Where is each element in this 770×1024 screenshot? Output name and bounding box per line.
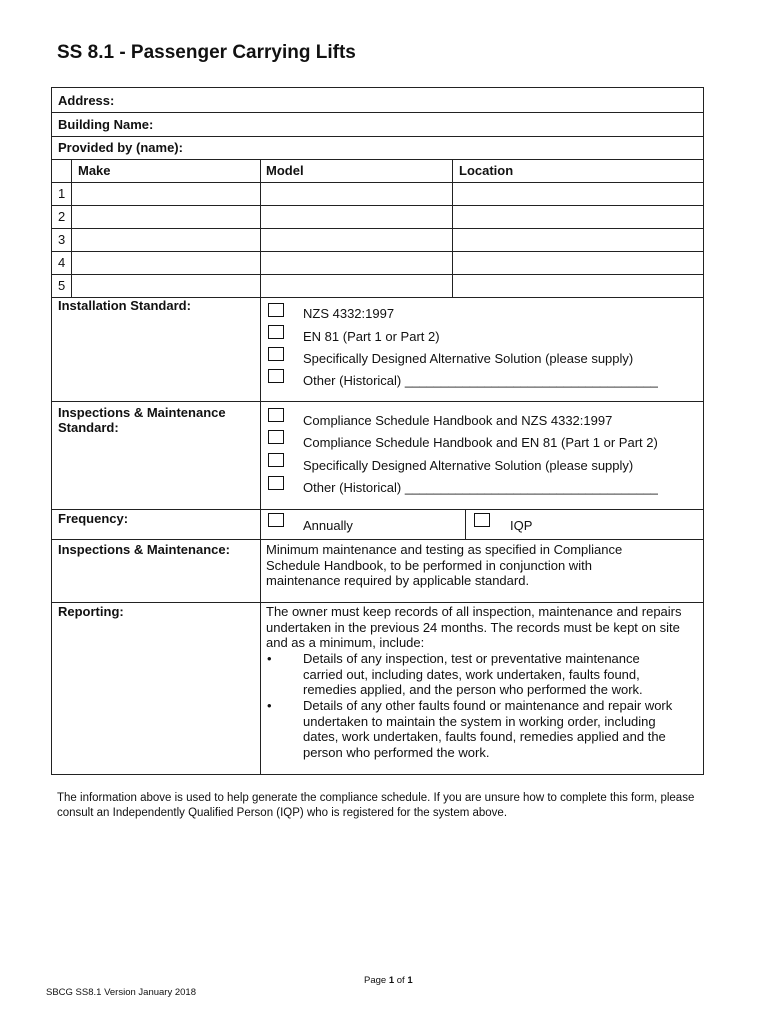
column-header-make: Make — [78, 163, 111, 178]
annually-label: Annually — [303, 518, 353, 533]
page-current: 1 — [388, 975, 395, 986]
provided-by-field[interactable] — [200, 137, 700, 158]
inspections-maintenance-text: Minimum maintenance and testing as specified in Compliance Schedule Handbook, to be performed in conjunction with maintenance required by applicable standard. — [266, 542, 623, 589]
location-cell[interactable] — [454, 276, 702, 296]
column-header-location: Location — [459, 163, 514, 178]
make-cell[interactable] — [73, 253, 259, 273]
im-other-historical-checkbox[interactable] — [268, 476, 284, 490]
model-cell[interactable] — [262, 276, 451, 296]
other-historical-checkbox[interactable] — [268, 369, 284, 383]
page-prefix: Page — [364, 975, 389, 986]
reporting-bullet: Details of any inspection, test or preventative maintenance carried out, including dates, work undertaken, faults found, remedies applied, and the person who performed the work. — [303, 651, 643, 698]
im-alternative-solution-checkbox[interactable] — [268, 453, 284, 467]
page-total: 1 — [407, 975, 413, 986]
inspections-maintenance-label: Inspections & Maintenance: — [58, 542, 230, 557]
im-standard-label-cont: Standard: — [58, 420, 119, 435]
location-cell[interactable] — [454, 184, 702, 204]
make-cell[interactable] — [73, 207, 259, 227]
info-note: The information above is used to help generate the compliance schedule. If you are unsure how to complete this form, please consult an Independently Qualified Person (IQP) who is registered for the system above. — [57, 792, 695, 819]
bullet-dot: • — [267, 651, 272, 666]
handbook-en81-checkbox[interactable] — [268, 430, 284, 444]
row-number: 5 — [58, 278, 66, 293]
address-label: Address: — [58, 93, 115, 108]
location-cell[interactable] — [454, 230, 702, 250]
iqp-checkbox[interactable] — [474, 513, 490, 527]
model-cell[interactable] — [262, 207, 451, 227]
model-cell[interactable] — [262, 253, 451, 273]
option-label: Compliance Schedule Handbook and NZS 4332:1997 — [303, 413, 613, 428]
reporting-bullet: Details of any other faults found or maintenance and repair work undertaken to maintain the system in working order, including dates, work undertaken, faults found, remedies applied and the person who performed the work. — [303, 698, 673, 760]
column-header-model: Model — [266, 163, 304, 178]
make-cell[interactable] — [73, 230, 259, 250]
frequency-label: Frequency: — [58, 511, 129, 526]
option-label: Compliance Schedule Handbook and EN 81 (Part 1 or Part 2) — [303, 435, 658, 450]
option-label: Specifically Designed Alternative Solution (please supply) — [303, 351, 634, 366]
make-cell[interactable] — [73, 276, 259, 296]
bullet-dot: • — [267, 698, 272, 713]
model-cell[interactable] — [262, 184, 451, 204]
handbook-nzs-checkbox[interactable] — [268, 408, 284, 422]
model-cell[interactable] — [262, 230, 451, 250]
address-field[interactable] — [160, 89, 700, 111]
annually-checkbox[interactable] — [268, 513, 284, 527]
nzs-4332-checkbox[interactable] — [268, 303, 284, 317]
row-number: 3 — [58, 232, 66, 247]
location-cell[interactable] — [454, 207, 702, 227]
building-name-label: Building Name: — [58, 117, 154, 132]
building-name-field[interactable] — [170, 113, 700, 135]
version-label: SBCG SS8.1 Version January 2018 — [46, 987, 196, 998]
en81-checkbox[interactable] — [268, 325, 284, 339]
page-middle: of — [394, 975, 408, 986]
option-label: Other (Historical) ___________________________________ — [303, 480, 658, 495]
make-cell[interactable] — [73, 184, 259, 204]
iqp-label: IQP — [510, 518, 533, 533]
row-number: 4 — [58, 255, 66, 270]
installation-standard-label: Installation Standard: — [58, 298, 191, 313]
option-label: EN 81 (Part 1 or Part 2) — [303, 329, 440, 344]
provided-by-label: Provided by (name): — [58, 140, 183, 155]
option-label: NZS 4332:1997 — [303, 306, 395, 321]
option-label: Specifically Designed Alternative Solution (please supply) — [303, 458, 634, 473]
im-standard-label: Inspections & Maintenance — [58, 405, 226, 420]
page-number — [364, 975, 413, 986]
reporting-label: Reporting: — [58, 604, 124, 619]
option-label: Other (Historical) ___________________________________ — [303, 373, 658, 388]
reporting-intro: The owner must keep records of all inspection, maintenance and repairs undertaken in the previous 24 months. The records must be kept on site and as a minimum, include: — [266, 604, 682, 651]
location-cell[interactable] — [454, 253, 702, 273]
row-number: 1 — [58, 186, 66, 201]
row-number: 2 — [58, 209, 66, 224]
alternative-solution-checkbox[interactable] — [268, 347, 284, 361]
page-title: SS 8.1 - Passenger Carrying Lifts — [57, 42, 356, 63]
